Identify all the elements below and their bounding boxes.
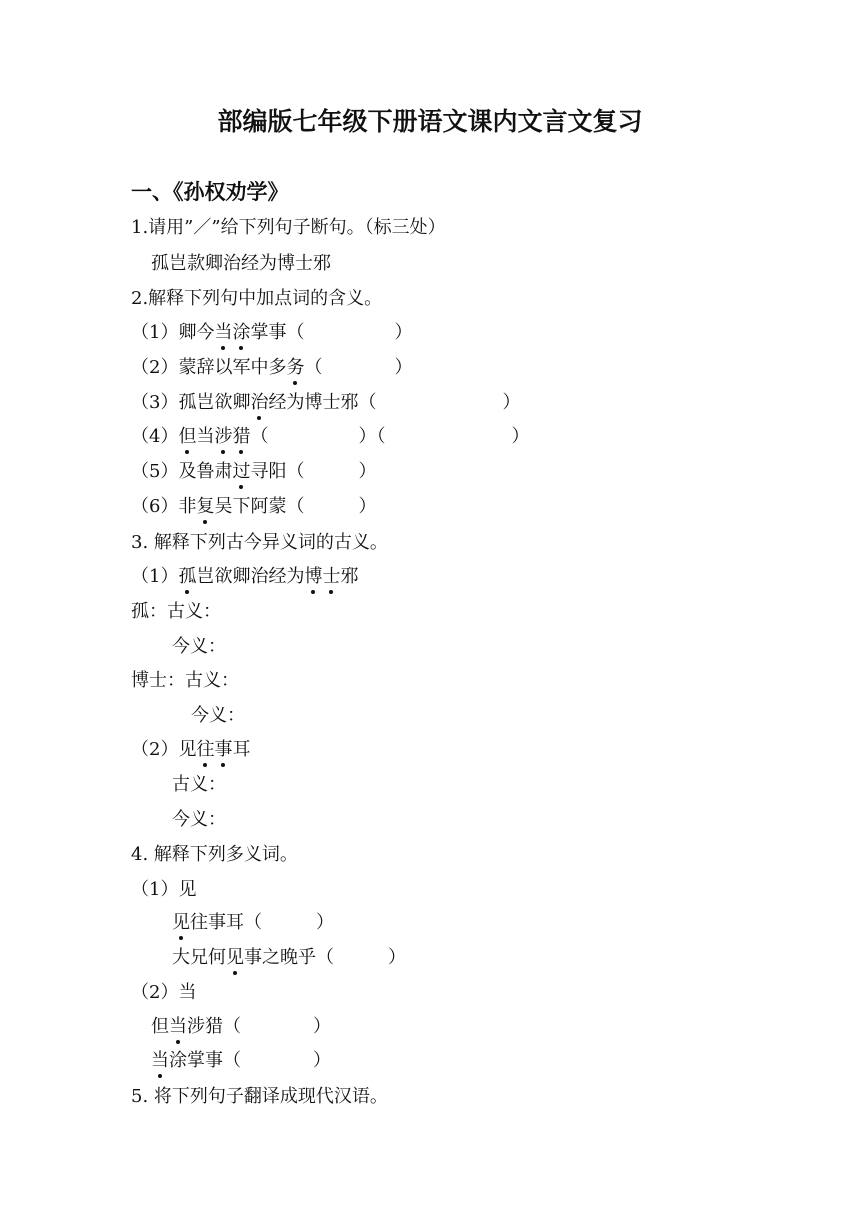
item-text: 孤岂欲卿 <box>178 392 251 413</box>
page-title: 部编版七年级下册语文课内文言文复习 <box>217 107 643 136</box>
item-number: （5） <box>131 461 179 482</box>
item-text: 吴下阿蒙（ ） <box>214 496 377 517</box>
item-text: 蒙辞以军中多 <box>178 357 287 378</box>
item-text: 但 <box>151 1016 169 1037</box>
gu-meaning-label: 博士：古义： <box>131 670 239 691</box>
question-2-item <box>131 424 529 450</box>
question-5-label: 5. 将下列句子翻译成现代汉语。 <box>131 1086 388 1107</box>
item-text: 涂掌事（ ） <box>169 1050 331 1071</box>
item-text: 经为博士邪（ ） <box>268 392 521 413</box>
item-text: 掌事（ ） <box>250 322 413 343</box>
dotted-word: 涂 <box>232 322 251 343</box>
dotted-word: 见 <box>172 912 190 933</box>
dotted-word: 事 <box>214 739 233 760</box>
jin-meaning-label: 今义： <box>172 809 226 830</box>
item-number: （3） <box>131 392 179 413</box>
dotted-word: 涉 <box>214 426 233 447</box>
item-text: （ ） <box>304 357 413 378</box>
item-number: （2） <box>131 739 179 760</box>
question-4-item <box>151 1048 331 1074</box>
item-text: 耳 <box>232 739 251 760</box>
item-text: 岂欲卿治经为 <box>196 566 305 587</box>
question-2-item <box>131 390 520 416</box>
question-2-item <box>131 494 376 520</box>
item-text: 往事耳（ ） <box>190 912 334 933</box>
question-4-label: 4. 解释下列多义词。 <box>131 844 298 865</box>
gu-meaning-label: 古义： <box>172 774 226 795</box>
dotted-word: 猎 <box>232 426 251 447</box>
question-3-item <box>131 737 250 763</box>
dotted-word: 博 <box>304 566 323 587</box>
item-text: 事之晚乎（ ） <box>244 947 406 968</box>
item-text: 邪 <box>340 566 359 587</box>
question-4-item <box>172 945 406 971</box>
item-number: （4） <box>131 426 179 447</box>
dotted-word: 往 <box>196 739 215 760</box>
question-4-item <box>151 1014 331 1040</box>
dotted-word: 当 <box>169 1016 187 1037</box>
jin-meaning-label: 今义： <box>191 705 245 726</box>
dotted-word: 士 <box>322 566 341 587</box>
question-1-sentence: 孤岂款卿治经为博士邪 <box>151 253 331 274</box>
question-4-sub: （1）见 <box>131 879 197 900</box>
jin-meaning-label: 今义： <box>172 636 226 657</box>
item-number: （1） <box>131 566 179 587</box>
dotted-word: 当 <box>151 1050 169 1071</box>
item-text: 寻阳（ ） <box>250 461 377 482</box>
dotted-word: 治 <box>250 392 269 413</box>
item-text: 当 <box>196 426 215 447</box>
question-2-item <box>131 320 412 346</box>
gu-meaning-label: 孤：古义： <box>131 601 221 622</box>
item-text: 非 <box>178 496 197 517</box>
dotted-word: 务 <box>286 357 305 378</box>
dotted-word: 孤 <box>178 566 197 587</box>
question-2-item <box>131 355 412 381</box>
question-1-label: 1.请用”／”给下列句子断句。（标三处） <box>131 217 446 238</box>
item-text: 及鲁肃 <box>178 461 233 482</box>
question-4-item <box>172 910 334 936</box>
question-3-label: 3. 解释下列古今异义词的古义。 <box>131 532 388 553</box>
item-text: 涉猎（ ） <box>187 1016 331 1037</box>
dotted-word: 过 <box>232 461 251 482</box>
item-text: 见 <box>178 739 197 760</box>
item-text: （ ）（ ） <box>250 426 530 447</box>
dotted-word: 复 <box>196 496 215 517</box>
item-number: （1） <box>131 322 179 343</box>
item-number: （6） <box>131 496 179 517</box>
dotted-word: 但 <box>178 426 197 447</box>
question-2-item <box>131 459 376 485</box>
dotted-word: 当 <box>214 322 233 343</box>
question-3-item <box>131 564 358 590</box>
item-number: （2） <box>131 357 179 378</box>
item-text: 卿今 <box>178 322 215 343</box>
question-4-sub: （2）当 <box>131 982 197 1003</box>
section-heading: 一、《孙权劝学》 <box>131 180 289 204</box>
dotted-word: 见 <box>226 947 244 968</box>
item-text: 大兄何 <box>172 947 226 968</box>
question-2-label: 2.解释下列句中加点词的含义。 <box>131 288 383 309</box>
